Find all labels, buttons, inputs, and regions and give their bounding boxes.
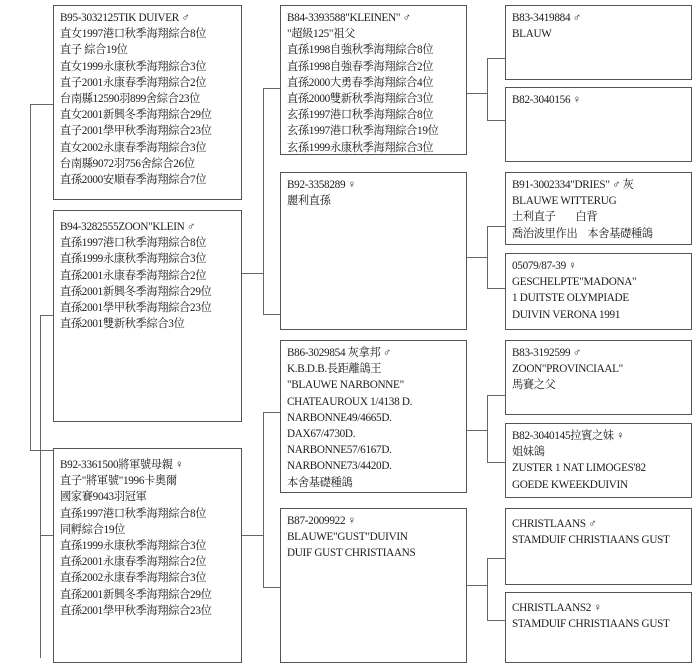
record-line: 直子"將軍號"1996卡奧爾 [60, 475, 177, 488]
record-line: 直孫2001永康春季海翔綜合2位 [60, 269, 207, 282]
record-line: 馬賽之父 [512, 379, 556, 392]
connector-g2b3-in [263, 412, 280, 413]
bird-id-line: B91-3002334"DRIES" ♂ 灰 [512, 179, 634, 191]
record-line: 直孫1998自強秋季海翔綜合8位 [287, 44, 434, 57]
record-line: 直孫1999永康秋季海翔綜合3位 [60, 253, 207, 266]
record-line: 直孫2001雙新秋季綜合3位 [60, 318, 185, 331]
bird-id-line: B82-3040145拉賓之妹 ♀ [512, 430, 625, 442]
connector-g3b5-in [487, 395, 505, 396]
record-line: 直女1997港口秋季海翔綜合8位 [60, 28, 207, 41]
connector-g2b1-out [467, 93, 487, 94]
pedigree-box-paternal-granddam [280, 172, 467, 330]
record-line: 直孫1998自強春季海翔綜合2位 [287, 60, 434, 73]
record-line: 姐妹鴿 [512, 446, 545, 459]
record-line: NARBONNE57/6167D. [287, 444, 392, 457]
bird-id-line: CHRISTLAANS ♂ [512, 518, 597, 530]
connector-g3b8-in [487, 620, 505, 621]
pedigree-box-g3-2 [505, 87, 692, 162]
record-line: 直孫2001學甲秋季海翔綜合23位 [60, 604, 212, 617]
record-line: 直孫2001學甲秋季海翔綜合23位 [60, 302, 212, 315]
bird-id-line: B87-2009922 ♀ [287, 515, 356, 527]
bird-id-line: B83-3419884 ♂ [512, 12, 581, 24]
record-line: 直孫2001新興冬季海翔綜合29位 [60, 588, 212, 601]
record-line: 土利直子 白背 [512, 211, 598, 224]
record-line: 直孫2001新興冬季海翔綜合29位 [60, 285, 212, 298]
record-line: 喬治波里作出 本舍基礎種鴿 [512, 227, 653, 240]
record-line: STAMDUIF CHRISTIAANS GUST [512, 534, 670, 547]
record-line: 直孫2000雙新秋季海翔綜合3位 [287, 93, 434, 106]
connector-g2b2-out [467, 257, 487, 258]
record-line: 直孫2001永康春季海翔綜合2位 [60, 556, 207, 569]
connector-g1b2-out [242, 273, 263, 274]
record-line: 同孵綜合19位 [60, 523, 126, 536]
record-line: 麗利直孫 [287, 195, 331, 208]
bird-id-line: B92-3358289 ♀ [287, 179, 356, 191]
connector-g3-pair2 [487, 226, 488, 288]
pedigree-box-g3-8 [505, 592, 692, 663]
record-line: 直孫2000安順春季海翔綜合7位 [60, 174, 207, 187]
connector-g1b3-out [242, 535, 263, 536]
record-line: BLAUW [512, 28, 552, 41]
record-line: 直孫2002永康春季海翔綜合3位 [60, 572, 207, 585]
record-line: BLAUWE WITTERUG [512, 195, 617, 208]
record-line: 直女2001新興冬季海翔綜合29位 [60, 109, 212, 122]
record-line: 直女1999永康秋季海翔綜合3位 [60, 60, 207, 73]
record-line: CHATEAUROUX 1/4138 D. [287, 395, 413, 408]
record-line: DAX67/4730D. [287, 428, 356, 441]
record-line: 玄孫1997港口秋季海翔綜合8位 [287, 109, 434, 122]
connector-left-inner-top [40, 315, 53, 316]
record-line: 直孫1997港口秋季海翔綜合8位 [60, 507, 207, 520]
record-line: 直子 綜合19位 [60, 44, 128, 57]
bird-id-line: 05079/87-39 ♀ [512, 260, 577, 272]
record-line: ZUSTER 1 NAT LIMOGES'82 [512, 462, 646, 475]
connector-g2b4-out [467, 585, 487, 586]
pedigree-box-g3-6 [505, 423, 692, 498]
record-line: 玄孫1997港口秋季海翔綜合19位 [287, 125, 439, 138]
record-line: DUIVIN VERONA 1991 [512, 308, 621, 321]
record-line: NARBONNE73/4420D. [287, 460, 392, 473]
record-line: GESCHELPTE"MADONA" [512, 276, 637, 289]
connector-g3b4-in [487, 288, 505, 289]
record-line: 直子2001永康春季海翔綜合2位 [60, 76, 207, 89]
bird-id-line: B92-3361500將軍號母親 ♀ [60, 459, 184, 471]
pedigree-box-mother [53, 448, 242, 663]
connector-left-inner [40, 315, 41, 658]
pedigree-box-g3-5 [505, 340, 692, 415]
record-line: BLAUWE"GUST"DUIVIN [287, 531, 408, 544]
pedigree-box-g3-7 [505, 508, 692, 585]
connector-g3b3-in [487, 226, 505, 227]
record-line: GOEDE KWEEKDUIVIN [512, 478, 628, 491]
bird-id-line: CHRISTLAANS2 ♀ [512, 602, 602, 614]
record-line: 國家賽9043羽冠軍 [60, 491, 147, 504]
record-line: 直孫1997港口秋季海翔綜合8位 [60, 237, 207, 250]
pedigree-box-g3-4 [505, 253, 692, 330]
record-line: 本舍基礎種鴿 [287, 476, 353, 489]
pedigree-box-father [53, 210, 242, 422]
bird-id-line: B95-3032125TIK DUIVER ♂ [60, 12, 190, 24]
pedigree-box-maternal-granddam [280, 508, 467, 663]
connector-g2-upper [263, 88, 264, 315]
record-line: ZOON"PROVINCIAAL" [512, 363, 623, 376]
record-line: 直女2002永康春季海翔綜合3位 [60, 141, 207, 154]
bird-id-line: B86-3029854 灰拿邦 ♂ [287, 347, 391, 359]
connector-left-outer-top [30, 104, 53, 105]
bird-id-line: B82-3040156 ♀ [512, 94, 581, 106]
connector-left-inner-bottom [40, 535, 53, 536]
record-line: "BLAUWE NARBONNE" [287, 379, 404, 392]
record-line: 台南縣12590羽899舍綜合23位 [60, 93, 201, 106]
record-line: 直孫1999永康秋季海翔綜合3位 [60, 540, 207, 553]
connector-g3b2-in [487, 120, 505, 121]
connector-g3b6-in [487, 462, 505, 463]
pedigree-box-g3-1 [505, 5, 692, 80]
connector-g2b1-in [263, 88, 280, 89]
bird-id-line: B84-3393588"KLEINEN" ♂ [287, 12, 411, 24]
bird-id-line: B83-3192599 ♂ [512, 347, 581, 359]
connector-g3b1-in [487, 58, 505, 59]
connector-g2b2-in [263, 314, 280, 315]
connector-g2-lower [263, 412, 264, 588]
connector-g2b3-out [467, 430, 487, 431]
pedigree-box-sire [53, 5, 242, 200]
bird-id-line: B94-3282555ZOON"KLEIN ♂ [60, 221, 196, 233]
connector-g3b7-in [487, 558, 505, 559]
pedigree-box-paternal-grandsire [280, 5, 467, 155]
record-line: 台南縣9072羽756舍綜合26位 [60, 157, 195, 170]
pedigree-box-maternal-grandsire [280, 340, 467, 493]
connector-g3-pair4 [487, 558, 488, 620]
connector-g3-pair1 [487, 58, 488, 120]
record-line: 1 DUITSTE OLYMPIADE [512, 292, 629, 305]
record-line: 直孫2000大勇春季海翔綜合4位 [287, 76, 434, 89]
record-line: "超級125"祖父 [287, 28, 355, 41]
connector-g3-pair3 [487, 395, 488, 462]
pedigree-box-g3-3 [505, 172, 692, 245]
record-line: 玄孫1999永康秋季海翔綜合3位 [287, 141, 434, 154]
connector-g2b4-in [263, 587, 280, 588]
record-line: DUIF GUST CHRISTIAANS [287, 547, 416, 560]
record-line: 直子2001學甲秋季海翔綜合23位 [60, 125, 212, 138]
connector-left-outer-bottom [30, 450, 53, 451]
connector-left-outer [30, 104, 31, 451]
record-line: NARBONNE49/4665D. [287, 411, 392, 424]
record-line: STAMDUIF CHRISTIAANS GUST [512, 618, 670, 631]
record-line: K.B.D.B.長距離鴿王 [287, 363, 382, 376]
